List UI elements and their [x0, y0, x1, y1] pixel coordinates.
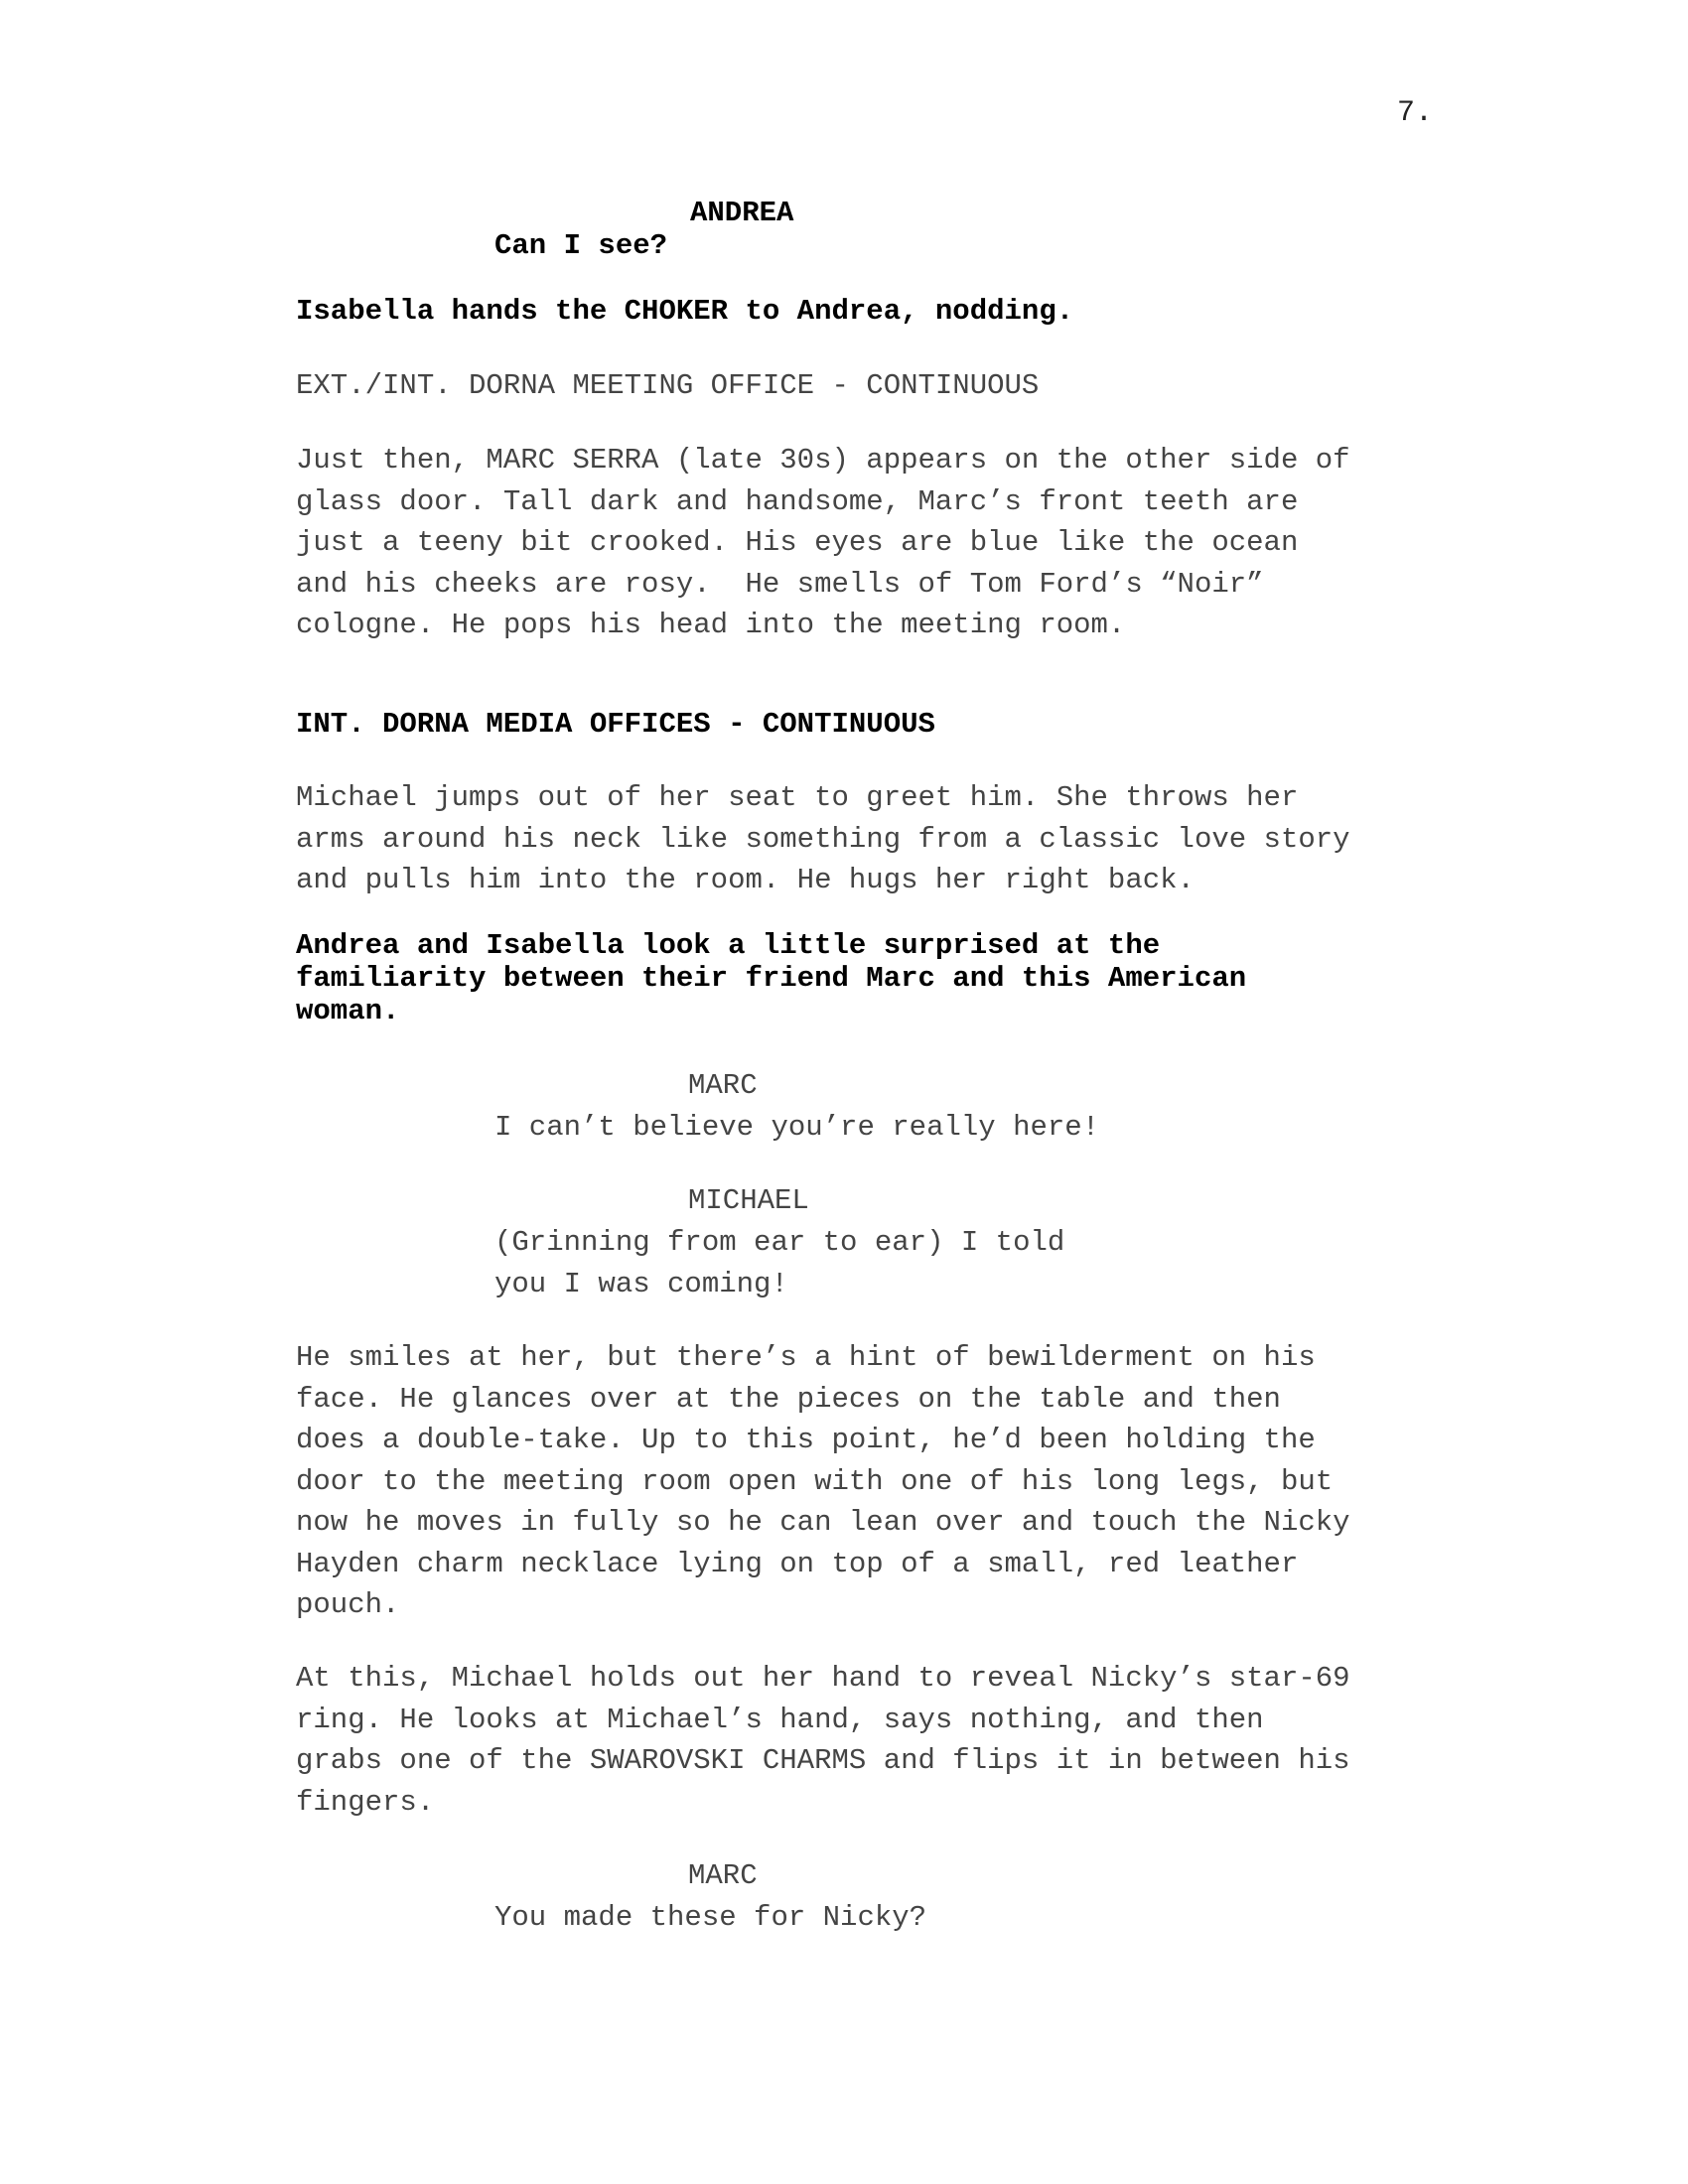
scene-heading-meeting-office: EXT./INT. DORNA MEETING OFFICE - CONTINUOUS	[296, 369, 1040, 402]
dialogue-marc-2: You made these for Nicky?	[494, 1901, 927, 1934]
dialogue-andrea: Can I see?	[494, 229, 668, 262]
dialogue-marc: I can’t believe you’re really here!	[494, 1111, 1100, 1144]
character-cue-andrea: ANDREA	[690, 197, 794, 229]
action-marc-smiles: He smiles at her, but there’s a hint of bewilderment on his face. He glances over at the pieces on the table and then does a double-take. Up to this point, he’d been holding the door to the meeting room open with one of his long legs, but now he moves in fully so he can lean over and touch the Nicky Hayden charm necklace lying on top of a small, red leather pouch.	[296, 1341, 1350, 1621]
scene-heading-media-offices: INT. DORNA MEDIA OFFICES - CONTINUOUS	[296, 708, 935, 741]
page-number: 7.	[1397, 96, 1434, 130]
action-marc-appears: Just then, MARC SERRA (late 30s) appears on the other side of glass door. Tall dark and handsome, Marc’s front teeth are just a teeny bit crooked. His eyes are blue like the ocean and his cheeks are rosy. He smells of Tom Ford’s “Noir” cologne. He pops his head into the meeting room.	[296, 444, 1350, 641]
action-michael-greets: Michael jumps out of her seat to greet him. She throws her arms around his neck like something from a classic love story and pulls him into the room. He hugs her right back.	[296, 781, 1350, 896]
action-isabella-hands-choker: Isabella hands the CHOKER to Andrea, nodding.	[296, 295, 1074, 328]
action-andrea-isabella-surprised: Andrea and Isabella look a little surprised at the familiarity between their friend Marc and this American woman.	[296, 929, 1247, 1027]
dialogue-michael: (Grinning from ear to ear) I told you I was coming!	[494, 1226, 1065, 1300]
character-cue-marc: MARC	[688, 1069, 758, 1102]
action-michael-reveals-ring: At this, Michael holds out her hand to reveal Nicky’s star-69 ring. He looks at Michael’s hand, says nothing, and then grabs one of the SWAROVSKI CHARMS and flips it in between his fingers.	[296, 1662, 1350, 1819]
character-cue-michael: MICHAEL	[688, 1184, 809, 1217]
character-cue-marc-2: MARC	[688, 1859, 758, 1892]
